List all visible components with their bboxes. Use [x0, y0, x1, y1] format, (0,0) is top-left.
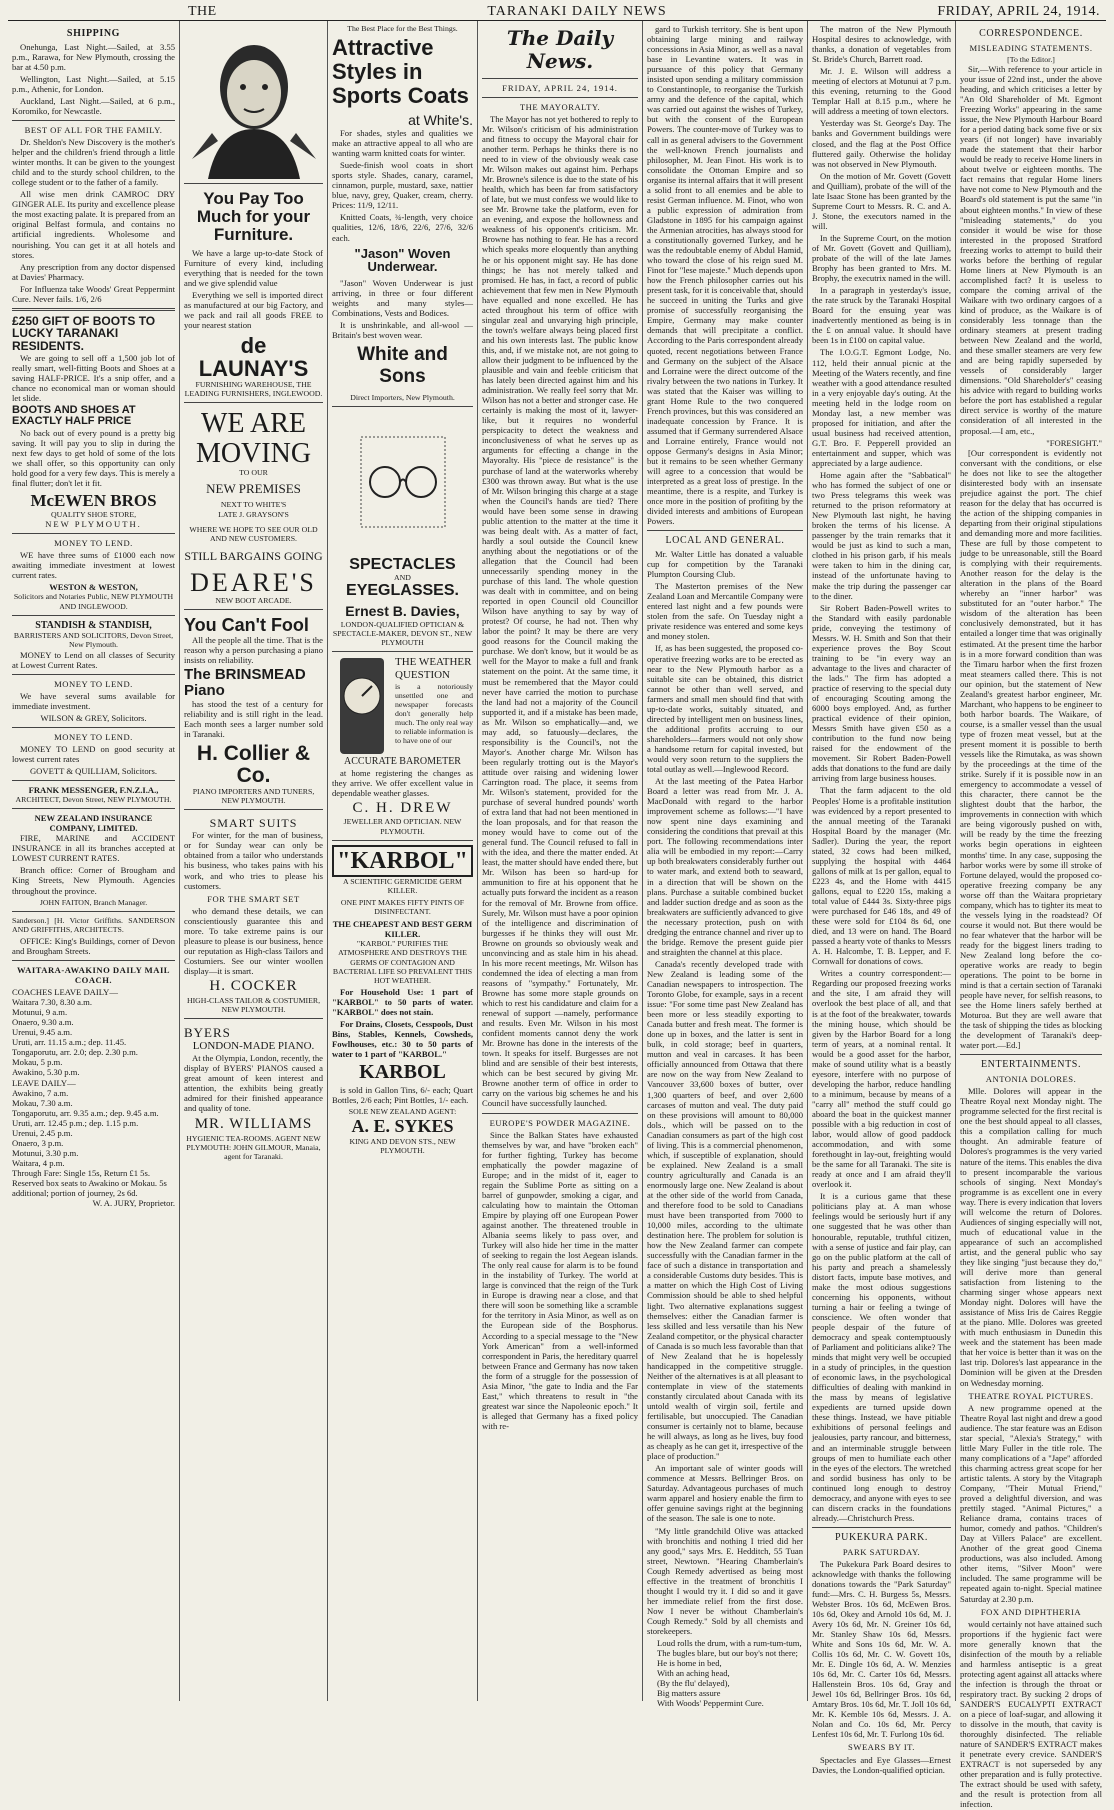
entertainments-heading: ENTERTAINMENTS. [980, 1059, 1082, 1071]
family-heading: BEST OF ALL FOR THE FAMILY. [24, 125, 163, 136]
family-text: Dr. Sheldon's New Discovery is the mother's helper and the children's friend through a little winter months. It can be given to the youngest child and to the sturdy school children, to the college student or to the father of a family. [12, 137, 175, 188]
launay-sub: FURNISHING WAREHOUSE, THE LEADING FURNISHERS, INGLEWOOD. [184, 380, 323, 403]
barometer-body: at home registering the changes as they arrive. We offer excellent value in dependable weather glasses. [332, 767, 473, 798]
knitted-text: Knitted Coats, ¾-length, very choice qualities, 12/6, 18/6, 22/6, 27/6, 32/6 each. [332, 212, 473, 243]
divider [12, 120, 175, 121]
local-item: The Masterton premises of the New Zealand Loan and Mercantile Company were entered last night and a few pounds were stolen from the safe. On Tuesday night a private residence was entered and some keys and money stolen. [647, 581, 803, 642]
karbol-agent: SOLE NEW ZEALAND AGENT: [348, 1106, 457, 1116]
fox-body: would certainly not have attained such proportions if the hygienic fact were more generally known that the disinfection of the mouth by a reliable and harmless antiseptic is a great protecting agent against all attacks where the infection is through the throat or respiratory tract. By sucking 2 drops of SANDER'S EUCALYPTI EXTRACT on a piece of loaf-sugar, and allowing it to dissolve in the mouth, that cavity is thoroughly disinfected. The reliable nature of SANDER'S EXTRACT makes it penetrate every crevice. SANDER'S EXTRACT is not superseded by any other preparation and is fully protective. The extract should be used with safety, and the result is protection from all infection. [960, 1618, 1102, 1810]
white-sons-name: White and Sons [357, 344, 448, 388]
branch-text: Branch office: Corner of Brougham and King Streets, New Plymouth. Agencies throughout the province. [12, 865, 175, 896]
moving-late: LATE J. GRAYSON'S [218, 509, 289, 519]
shipping-heading: SHIPPING [66, 28, 121, 39]
deare-sub: NEW BOOT ARCADE. [184, 596, 323, 610]
fool-body: All the people all the time. That is the reason why a person purchasing a piano insists on reliability. [184, 635, 323, 666]
coach-line: Through Fare: Single 15s, Return £1 5s. Reserved box seats to Awakino or Mokau. 5s additional; portion of journey, 2s 6d. [12, 1167, 167, 1199]
masthead-date: FRIDAY, APRIL 24, 1914. [937, 4, 1100, 19]
local-item: "My little grandchild Olive was attacked with bronchitis and nothing I tried did her any good," says Mrs. E. Hedditch, 55 Tuan street, Newtown. "Hearing Chamberlain's Cough Remedy advertised as being most effective in the treatment of bronchitis I thought I would try it. I did so and it gave her immediate relief from the first dose. Now I never be without Chamberlain's Cough Remedy." Sold by all chemists and storekeepers. [647, 1525, 803, 1636]
influenza-text: For Influenza take Woods' Great Peppermint Cure. Never fails. 1/6, 2/6 [12, 283, 175, 304]
wilson-name: WILSON & GREY, Solicitors. [40, 712, 147, 723]
europe-heading: EUROPE'S POWDER MAGAZINE. [489, 1117, 631, 1128]
shipping-item: Wellington, Last Night.—Sailed, at 5.15 p.m., Athenic, for London. [12, 73, 175, 94]
local-item: Writes a country correspondent:—Regarding our proposed freezing works and the site, I am afraid they will overlook the best place of all, and that is at the foot of the breakwater, towards the mining house, which should be given by the Harbor Board for a long term of years, at a nominal rental. It would be a good asset for the harbor, make of sound utility what is a beastly eyesore, interfere with no purpose of developing the harbor, reduce handling to a minimum, because by means of a "carry all" method the stuff could go aboard the boat in the quickest manner possible with a big reduction in cost of labor, would allow of good paddock accommodation, and with some forethought in lay-out, freighting would be the same for all Taranaki. The site is ready at once and I am afraid they'll overlook it. [812, 968, 951, 1190]
govett-name: GOVETT & QUILLIAM, Solicitors. [29, 765, 158, 776]
spectacles-icon [343, 427, 463, 537]
column-7 [956, 21, 1106, 1810]
coach-line: LEAVE DAILY— [12, 1077, 76, 1088]
poem-line: With an aching head, [657, 1668, 730, 1679]
local-item: Yesterday was St. George's Day. The banks and Government buildings were closed, and the flag at the Post Office fluttered gaily. Otherwise the holiday was not observed in New Plymouth. [812, 118, 951, 169]
karbol-cheapest: THE CHEAPEST AND BEST GERM KILLER. [332, 919, 473, 940]
column-5 [643, 21, 808, 1709]
europe-body: Since the Balkan States have exhausted themselves by war, and have "broken each" for further fighting, Turkey has become emphatically the powder magazine of Europe; and in the midst of it, eager to regain the Sublime Porte as sitting on a barrel of gunpowder, smoking a cigar, and calculating how to maintain the Ottoman Empire by playing off one European Power against another. The threatened trouble in Albania seems likely to pass over, and Turkey will also hide her time in the matter of seeking to regain the lost Aegean islands. The only real cause for alarm is to be found in the instability of Turkey. The world at large is convinced that the reign of the Turk in Europe is drawing near a close, and that there will soon be something like a scramble for the territory in Asia Minor, as well as on the European side of the Bosphorus. According to a special message to the "New York American" from a well-informed correspondent in Paris, the hereditary quarrel between France and Germany has now taken the form of a struggle for the possession of Asia Minor, "the gate to India and the Far East," which threatens to result in "the greatest war since the Napoleonic epoch." It is alleged that Germany has a fixed policy with re- [482, 1129, 638, 1431]
moving-headline: MOVING [195, 437, 312, 469]
correspondence-body: Sir,—With reference to your article in your issue of 22nd inst., under the above heading, and which criticises a letter by "An Old Shareholder of Mt. Egmont Freezing Works" appearing in the same issue, the New Plymouth Harbour Board for a period dating back some five or six years (if not longer) have invariably made the statement that their harbor would be ready to receive Home liners in about twelve or eighteen months. The fact remains that regular Home liners have not come to New Plymouth and the Board's old statement is put the same "in about eighteen months." In view of these "misleading statements," do you consider it would be wise for those interested in the proposed Stratford freezing works to attempt to build their works before the berthing of regular Home liners at New Plymouth is an accomplished fact? It is useless to compare the coming arrival of the Waikare with two ordinary cargoes of a kind of produce, as the Waikare is of considerably less tonnage than the ordinary steamers at present trading between New Zealand and the world, and these smaller steamers are very few and are being rapidly superseded by vessels of considerably larger dimensions. "Old Shareholder's" ceasing his advice with regard to building works before the port has established a regular direct service is worthy of the mature consideration of all interested in the proposal.—I am, etc., [960, 63, 1102, 436]
coach-line: Motunui, 9 a.m. [12, 1007, 68, 1018]
drew-name: C. H. DREW [352, 799, 453, 816]
karbol-pint: ONE PINT MAKES FIFTY PINTS OF DISINFECTANT. [340, 897, 465, 917]
coach-line: Urenui, 9.45 a.m. [12, 1027, 73, 1038]
lend-text: We have several sums available for immediate investment. [12, 690, 175, 711]
moving-premises: NEW PREMISES [206, 481, 301, 497]
boots2-text: No back out of every pound is a pretty big saving. It will pay you to slip in during the next few days to get hold of some of the lots we shall offer, so this opportunity can only hold good for a very few days. This is merely a final flutter; don't let it fit. [12, 427, 175, 489]
local-item: If, as has been suggested, the proposed co-operative freezing works are to be erected as near to the New Plymouth harbor as a suitable site can be obtained, this district cannot be other than well served, and farmers and small men should find that with up-to-date works, suitably situated, and directed by intelligent men on business lines, the additional profits accruing to our shareholders—farmers would not only show a handsome return for capital invested, but would very soon return to the suppliers the total outlay as well.—Inglewood Record. [647, 643, 803, 775]
divider [12, 615, 175, 616]
divider [960, 1054, 1102, 1055]
moving-we-are: WE ARE [201, 408, 306, 440]
whites-at: at White's. [408, 111, 473, 128]
lend2-heading: MONEY TO LEND. [54, 731, 133, 742]
weston-name: WESTON & WESTON, [49, 582, 138, 593]
column-3 [328, 21, 478, 1701]
pukekura-sub: PARK SATURDAY. [842, 1546, 921, 1557]
pukekura-heading: PUKEKURA PARK. [834, 1531, 929, 1543]
poem-line: Loud rolls the drum, with a rum-tum-tum, [657, 1638, 802, 1649]
coach-line: Mokau, 5 p.m. [12, 1057, 63, 1068]
divider [482, 97, 638, 98]
foresight-signature: "FORESIGHT." [1046, 437, 1102, 448]
divider [812, 1527, 951, 1528]
byers-heading: LONDON-MADE PIANO. [192, 1039, 315, 1052]
attractive-heading: Attractive Styles in Sports Coats [332, 35, 469, 109]
lend-heading: MONEY TO LEND. [54, 678, 133, 689]
local-item: Sir Robert Baden-Powell writes to the Standard with easily pardonable pride, conveying the testimony of Messrs. W. H. Smith and Son that their experience proves the Boy Scout training to be "in every way an advantage to the lives and character of the lads." The firm has adopted a practice of reserving to the special duty of encouraging Scouting among the 6000 boys employed. And, as further practical evidence of their opinion, Messrs Smith have given £50 as a contribution to the fund now being raised for the endowment of the movement. Sir Robert Baden-Powell adds that donations to the fund are daily arriving from large business houses. [812, 602, 951, 784]
divider [12, 533, 175, 534]
poem-line: With Woods' Peppermint Cure. [657, 1698, 764, 1709]
local-item: In the Supreme Court, on the motion of Mr. Govett (Govett and Quilliam), probate of the will of the late James Brophy has been granted to Mrs. M. Brophy, the executrix named in the will. [812, 232, 951, 284]
spectacles-illustration [332, 407, 473, 557]
suede-text: Suede-finish wool coats in short sports style. Shades, canary, caramel, cinnamon, purple, mustard, saxe, nattier blue, navy, grey, Quaker, cream, cherry. Prices: 11/9, 12/11. [332, 160, 473, 211]
column-1 [8, 21, 180, 1701]
divider [482, 78, 638, 79]
cocker-name: H. COCKER [209, 978, 298, 994]
coach-line: Onaero, 9.30 a.m. [12, 1017, 74, 1028]
karbol-sub: A SCIENTIFIC GERMICIDE GERM KILLER. [343, 876, 462, 895]
camroc-text: All wise men drink CAMROC DRY GINGER ALE. Its purity and excellence please the most exacting palate. It is prepared from an original Belfast formula, and contains no artificial ingredients. Wholesome and nourishing. You can get it at all hotels and stores. [12, 189, 175, 260]
local-item: Mr. J. E. Wilson will address a meeting of electors at Motunui at 7 p.m. this evening, returning to the Good Templar Hall at 8.15 p.m., where he will address a meeting of town electors. [812, 66, 951, 117]
standish-money: MONEY to Lend on all classes of Security at Lowest Current Rates. [12, 649, 175, 670]
mcewen-location: NEW PLYMOUTH. [45, 519, 142, 530]
local-item: That the farm adjacent to the old Peoples' Home is a profitable institution was evidenced by a report presented to the annual meeting of the Taranaki Hospital Board by the manager (Mr. Sadler). During the year, the report stated, 32 cows had been milked, supplying the hospital with 4464 gallons of milk at 1s per gallon, equal to £223 4s, and the Home with 4415 gallons, equal to £220 15s, making a total value of £444 3s. Sixty-three pigs were purchased for £46 18s, and 49 of these were sold for £104 8s 6d, one died, and 13 were on hand. The Board passed a hearty vote of thanks to Messrs A. H. Halcombe, T. B. Lepper, and F. Cornwall for donations of cows. [812, 785, 951, 967]
divider [647, 530, 803, 531]
coach-line: Uruti, arr. 12.45 p.m.; dep. 1.15 p.m. [12, 1117, 139, 1128]
deare-name: DEARE'S [190, 567, 317, 597]
masthead [8, 4, 1106, 21]
demand-heading: FOR THE SMART SET [207, 893, 300, 904]
coach-line: Urenui, 2.45 p.m. [12, 1127, 73, 1138]
divider [12, 911, 175, 912]
karbol-name: KARBOL [359, 1061, 446, 1084]
moving-next-to: NEXT TO WHITE'S [220, 500, 287, 510]
local-item: An important sale of winter goods will commence at Messrs. Bellringer Bros. on Saturday. Advantageous purchases of much warm apparel and hosiery enable the firm to offer genuine savings right at the beginning of the season. The sale is one to note. [647, 1463, 803, 1524]
boots-heading: £250 GIFT OF BOOTS TO LUCKY TARANAKI RESIDENTS. [12, 313, 156, 353]
divider [12, 780, 175, 781]
local-items-continued [812, 24, 951, 1523]
divider [12, 727, 175, 728]
standish-name: STANDISH & STANDISH, [35, 619, 152, 631]
local-heading: LOCAL AND GENERAL. [665, 535, 785, 547]
furniture-heading: You Pay Too Much for your Furniture. [196, 189, 311, 244]
coach-timetable [12, 987, 175, 1198]
davies-sub: LONDON-QUALIFIED OPTICIAN & SPECTACLE-MAKER, DEVON ST., NEW PLYMOUTH [332, 620, 473, 652]
standish-sub: BARRISTERS AND SOLICITORS, Devon Street, New Plymouth. [13, 631, 174, 650]
coach-line: Motunui, 3.30 p.m. [12, 1147, 79, 1158]
karbol-heading: "KARBOL" [332, 845, 473, 877]
office-text: OFFICE: King's Buildings, corner of Devon and Brougham Streets. [12, 935, 175, 956]
prescription-text: Any prescription from any doctor dispensed at Davies' Pharmacy. [12, 261, 175, 282]
coach-line: Tongaporutu, arr. 9.35 a.m.; dep. 9.45 a.m. [12, 1107, 159, 1118]
coach-line: Uruti, arr. 11.15 a.m.; dep. 11.45. [12, 1037, 127, 1048]
pukekura-body: The Pukekura Park Board desires to acknowledge with thanks the following donations towards the "Park Saturday" fund:—Mrs. C. H. Burgess 5s, Messrs. Webster Bros. 10s 6d, McEwen Bros. 10s 6d, Okey and Arnold 10s 6d, M. J. Avery 10s 6d, Mr. N. Greiner 10s 6d, Mr. Stanley Shaw 10s 6d, Messrs. White and Sons 10s 6d, Mr. W. A. Collis 10s 6d, Mr. C. W. Govett 10s, Mr. E. Dingle 10s 6d, A. W. Menzies 10s 6d, Mr. C. Carter 10s 6d, Messrs. Hallenstein Bros. 10s 6d, Gray and Jewel 10s 6d, Bellringer Bros. 10s 6d, Amtary Bros. 10s 6d, Mr. T. Joll 10s 6d, Mr. K. Kemble 10s 6d, Messrs. J. A. Nolan and Co. 10s 6d, Mr. Percy Lenfest 10s 6d, Mr. T. Furlong 10s 6d. [812, 1558, 951, 1740]
local-item: In a paragraph in yesterday's issue, the rate struck by the Taranaki Hospital Board for the ensuing year was inadvertently mentioned as being is in the £ on annual value. It should have been 1s in £100 on capital value. [812, 285, 951, 346]
to-editor: [To the Editor.] [1007, 54, 1055, 64]
byers-body: At the Olympia, London, recently, the display of BYERS' PIANOS caused a great amount of keen interest and attention, the exhibits being greatly admired for their finished appearance and quality of tone. [184, 1052, 323, 1114]
weston-sub: Solicitors and Notaries Public, NEW PLYMOUTH AND INGLEWOOD. [13, 592, 174, 611]
moving-customers: WHERE WE HOPE TO SEE OUR OLD AND NEW CUSTOMERS. [189, 524, 318, 543]
fire-text: FIRE, MARINE and ACCIDENT INSURANCE in all its branches accepted at LOWEST CURRENT RATES. [12, 833, 175, 864]
karbol-drains: For Drains, Closets, Cesspools, Dust Bins, Stables, Kennels, Cowsheds, Fowlhouses, etc.: 30 to 50 parts of water to 1 part of "KARBOL." [332, 1018, 473, 1060]
columns [8, 21, 1106, 1810]
shades-text: For shades, styles and qualities we make an attractive appeal to all who are wanting warm knitted coats for winter. [332, 128, 473, 159]
column-6 [808, 21, 956, 1775]
jason-body-2: It is unshrinkable, and all-wool —Britain's best woven wear. [332, 320, 473, 341]
coach-line: Waitara 7.30, 8.30 a.m. [12, 997, 92, 1008]
local-item: The matron of the New Plymouth Hospital desires to acknowledge, with thanks, a donation of vegetables from St. Bride's Church, Barrett road. [812, 24, 951, 65]
coach-line: Waitara, 4 p.m. [12, 1157, 65, 1168]
divider [12, 308, 175, 311]
suits-body: For winter, for the man of business, or for Sunday wear can only be obtained from a tailor who understands his business, who takes pains with his work, and who tries to please his customers. [184, 830, 323, 891]
barometer-heading: ACCURATE BAROMETER [344, 756, 461, 768]
cocker-sub: HIGH-CLASS TAILOR & COSTUMIER, NEW PLYMOUTH. [184, 996, 323, 1019]
fox-heading: FOX AND DIPHTHERIA [980, 1606, 1082, 1617]
daily-news-nameplate: The Daily News. [506, 26, 614, 74]
brinsmead-heading: The BRINSMEAD Piano [184, 666, 306, 700]
collier-sub: PIANO IMPORTERS AND TUNERS, NEW PLYMOUTH. [184, 787, 323, 810]
drew-sub: JEWELLER AND OPTICIAN. NEW PLYMOUTH. [332, 817, 473, 840]
williams-sub: HYGIENIC TEA-ROOMS. AGENT NEW PLYMOUTH: JOHN GILMOUR, Manaia, agent for Taranaki. [186, 1133, 321, 1161]
divider [12, 808, 175, 809]
eyeglasses-heading: EYEGLASSES. [346, 581, 459, 599]
coach-line: Onaero, 3 p.m. [12, 1137, 64, 1148]
barometer-icon [332, 656, 392, 756]
brinsmead-body: has stood the test of a century for reliability and is still right in the lead. Each month sees a larger number sold in Taranaki. [184, 698, 323, 739]
masthead-left: THE [188, 4, 217, 19]
coach-line: COACHES LEAVE DAILY— [12, 987, 118, 998]
boots2-heading: BOOTS AND SHOES AT EXACTLY HALF PRICE [12, 403, 136, 428]
moving-bargains: STILL BARGAINS GOING [184, 548, 323, 563]
local-item: Home again after the "Sabbatical" who has formed the subject of one or two Press telegrams this week was returned to the prison reformatory at New Plymouth last night, he having broken the terms of his license. A passenger by the train remarks that it would be just as kind to such a man, clothed in his prison garb, if his meals were taken to him in the dining car, instead of the unfortunate having to make the trip during the passenger car to the diner. [812, 470, 951, 601]
local-item: It is a curious game that these politicians play at. A man whose feelings would be seriously hurt if any one suggested that he was other than honourable, reputable, truthful citizen, with a sense of justice and fair play, can go on the public platform at the call of his party and preach a shamelessly distort facts, impute base motives, and make the most odious suggestions concerning his opponents, without turning a hair or feeling a twinge of conscience. We often wonder that people despair of the future of democracy and speak contemptuously of Parliament and politicians alike? The minds that might very well be occupied in a study of principles, in the question of economic laws, in the psychological difficulties of dealing with mankind in the mass by means of legislative expedients are turned upside down these things. Instead, we have pitiable exhibitions of personal feelings and jealousies, party rancour, and bitterness, and an interminable struggle between groups of men to humiliate each other in the eyes of the electors. The wretched and sordid business has only to be continued long enough to destroy democracy, and anyone with eyes to see can discern cracks in the foundations already.—Christchurch Press. [812, 1191, 951, 1523]
white-sons-sub: Direct Importers, New Plymouth. [332, 393, 473, 407]
shipping-item: Auckland, Last Night.—Sailed, at 6 p.m., Koromiko, for Newcastle. [12, 95, 175, 116]
collier-name: H. Collier & Co. [196, 742, 311, 788]
local-item: The I.O.G.T. Egmont Lodge, No. 112, held their annual picnic at the Meeting of the Waters recently, and fine weather with a good attendance resulted in a very enjoyable day's outing. At the meeting held in the lodge room on Monday last, a new member was proposed for initiation, and after the usual business had received attention, G.T. Bro. F. Pepperell provided an entertainment and supper, which was appreciated by a large audience. [812, 347, 951, 468]
dolores-heading: ANTONIA DOLORES. [985, 1074, 1077, 1085]
spectacles-notice: Spectacles and Eye Glasses—Ernest Davies, the London-qualified optician. [812, 1754, 951, 1775]
theatre-body: A new programme opened at the Theatre Royal last night and drew a good audience. The star feature was an Edison star special, "Alexia's Strategy," with little Mary Fuller in the title role. The many complications of a "Jape" afforded this charming actress great scope for her artistic talents. A story by the Vitagraph Company, "Their Mutual Friend," proved a delightful diversion, and was prettily staged. "Animal Pictures," a Reliance drama, contains traces of humor, comedy and pathos. "Children's Day at Villers Palace" are excellent. Another of the great good Cinema productions, was also included. Among other items, "Silver Moon" were included. The same programme will be repeated again to-night. Special matinee Saturday at 2.30 p.m. [960, 1402, 1102, 1604]
mcewen-sub: QUALITY SHOE STORE, [50, 510, 137, 520]
poem-line: The bugles blare, but our boy's not there; [657, 1648, 798, 1659]
suits-heading: SMART SUITS [209, 816, 298, 831]
faiton-name: JOHN FAITON, Branch Manager. [39, 897, 148, 907]
lend2-text: MONEY TO LEND on good security at lowest current rates [12, 743, 175, 764]
spectacles-heading: SPECTACLES [349, 555, 456, 573]
local-item: Canada's recently developed trade with New Zealand is leading some of the Canadian newspapers to introspection. The Toronto Globe, for example, says in a recent issue: "For some time past New Zealand has been more or less steadily exporting to Canada butter and fresh meat. The former is done up in boxes, and the latter is sent in bulk, in cold storage; beef in quarters, mutton and veal in carcases. It has been officially announced from Ottawa that there are now on the way from New Zealand to Vancouver 33,600 boxes of butter, over 1,300 quarters of beef, and over 2,600 carcases of mutton and veal. The duty paid on these provisions will amount to 80,000 dols., which will be passed on to the Canadian consumers as part of the high cost of living. This is a commercial phenomenon, which, if susceptible of explanation, should be explained. New Zealand is a small country agriculturally and Canada is an enormously large one. New Zealand is about at the other side of the world from Canada, and therefore food to be sold to Canadians must have been transported from 7000 to 10,000 miles, according to the ultimate destination here. The problem for solution is how the New Zealand farmer can compete successfully with the Canadian farmer in the face of such a distance in transportation and a considerable Customs duty besides. This is a matter on which the High Cost of Living Commission should be able to shed helpful light. Two alternative explanations suggest themselves: either the Canadian farmer is less skilled and less versatile than his New Zealand competitor, or the physical character of Canada is so much less favorable than that of New Zealand that he is hopelessly handicapped in the competitive struggle. Neither of the alternatives is at all pleasant to contemplate in view of the statements constantly circulated about Canada with its untold wealth of virgin soil, fertile and fertilisable, but unoccupied. The Canadian consumer is certainly not to blame, because he will always, as long as he lives, buy food as cheaply as he can get it, irrespective of the place of production." [647, 958, 803, 1462]
whites-tagline: The Best Place for the Best Things. [347, 24, 458, 33]
correspondence-heading: CORRESPONDENCE. [979, 28, 1083, 39]
spectacles-and: AND [394, 573, 411, 583]
williams-name: MR. WILLIAMS [194, 1116, 313, 1133]
insurance-name: NEW ZEALAND INSURANCE COMPANY, LIMITED. [34, 813, 153, 834]
jason-heading: "Jason" Woven Underwear. [354, 245, 451, 275]
furniture-body-2: Everything we sell is imported direct as manufactured at our big Factory, and we pack and rail all goods FREE to your nearest station [184, 289, 323, 330]
woods-poem [647, 1638, 803, 1708]
poem-line: He is home in bed, [657, 1658, 722, 1669]
boots-text: We are going to sell off a 1,500 job lot of really smart, well-fitting Boots and Shoes at a saving HALF-PRICE. It's a snip offer, and a chance no economical man or woman should let slide. [12, 352, 175, 403]
local-item: At the last meeting of the Patea Harbor Board a letter was read from Mr. J. A. MacDonald with regard to the harbor improvement scheme as follows:—"I have now spent nine days examining and considering the conditions that prevail at this port. The following recommendations inter alia will be embodied in my report:—Carry up both breakwaters considerably further out to water mark, and extend both to seaward, in a direction that will be shown on the plans. Purchase a suitable combined bucket and ladder suction dredge and as soon as the breakwaters are sufficiently advanced to give the necessary protection, push on with dredging the entrance channel and river up to the bridge. Remove the present guide pier and straighten the channel at this place. [647, 776, 803, 957]
coach-line: Mokau, 7.30 a.m. [12, 1097, 73, 1108]
weather-heading: THE WEATHER QUESTION [395, 656, 472, 681]
coach-line: Tongaporutu, arr. 2.0; dep. 2.30 p.m. [12, 1047, 138, 1058]
poem-line: (By the flu' delayed), [657, 1678, 730, 1689]
theatre-heading: THEATRE ROYAL PICTURES. [968, 1390, 1094, 1401]
man-portrait-illustration [184, 24, 323, 184]
sykes-name: A. E. SYKES [351, 1115, 454, 1136]
mayoralty-body: The Mayor has not yet bothered to reply to Mr. Wilson's criticism of his administration and fitness to occupy the Mayoral chair for another term. Perhaps he thinks there is no need to in view of the obviously weak case Mr. Wilson makes out against him. Perhaps Mr. Browne's silence is due to the state of his health, which has been far from satisfactory of late, but we must confess we would like to see Mr. Browne take the platform, even for an evening, and expose the hollowness and weakness of his opponent's criticism. Mr. Browne has nothing to fear. He has a record which speaks more eloquently than anything he or his opponent might say. He has done things; he has not merely talked and promised. He has, in fact, a record of public achievement that few men in New Plymouth have equalled and none excelled. He has acted throughout his term of office with singular zeal and unvarying high principle, the town's welfare always being placed first and his own interests last. The public know this, and, if we mistake not, are not going to allow their judgment to be influenced by the plausible and vain and feeble criticism that has lately been directed against him and his administration. We really feel sorry that Mr. Wilson has not a better and stronger case. He certainly is making the most of it, lawyer-like, but it requires no wonderful perspicacity to detect the weakness and inconclusiveness of what he serves up as arguments for effecting a change in the Mayoralty. His "piece de resistance" is the purchase of land at the waterworks whereby £300 was thrown away. But what is the use of Mr. Wilson bringing this charge at a stage when the Council's hands are tied? There would have been some sense in drawing public attention to the matter at the time it was being dealt with. As a matter of fact, hardly a soul outside the Council knew anything about the negotiations or of the allegation that the Council had been unnecessarily spending money in the purchase of this land. The whole question was dealt with in committee, and on being reported in open Council old Councillor Wilson have anything to say by way of protest? Of course, he had not. Then why labor the point? It may be there are very good reasons for the Council making the purchase. We don't know, but it would be as well for the Mayor to make a full and frank statement on the point. At the same time, it must be remembered that the Mayor could never have carried the motion to purchase the land had not a majority of the Council supported it, and if a mistake has been made, as Mr. Wilson so emphatically—and, we may add, so fatuously—declares, the responsibility is the Council's, not the Mayor's. Another charge Mr. Wilson has been regularly trotting out is the Mayor's attitude over raising and widening lower Carrington road. The place, it seems from Mr. Wilson's statement, provided for the purchase of several hundred pounds' worth of extra land that had not been mentioned in the loan proposals, and for that reason the money would have to come out of the general fund. The Council refused to fall in with the idea, and there the matter ended. At least, the matter should have ended there, but Mr. Wilson has been so hard-up for ammunition to fire at his opponent that he actually puts forward the incident as a reason for the removal of Mr. Browne from office. Surely, Mr. Wilson must have a poor opinion of the intelligence and discrimination of burgesses if he thinks they will oust Mr. Browne on grounds so obviously weak and unconvincing and as stale him in his ahead. In his more recent meetings, Mr. Wilson has condemned the idea of electing a man from reasons of "sympathy." Fortunately, Mr. Browne has some more staple grounds on which to rest his candidature and claim for a renewal of support —namely, performance and results. Even Mr. Wilson in his most confident moments cannot deny the work Mr. Browne has done in the interests of the town. It speaks for itself. Burgesses are not blind and are sensible of their best interests, which can be best secured by giving Mr. Browne another term of office in order to carry on the various big schemes he and his Council have successfully launched. [482, 113, 638, 1109]
money-text: WE have three sums of £1000 each now awaiting immediate investment at lowest current rates. [12, 550, 175, 581]
local-item: On the motion of Mr. Govett (Govett and Quilliam), probate of the will of the late Isaac Stone has been granted by the Supreme Court to Messrs. R. C. and A. J. Stone, the executors named in the will. [812, 170, 951, 231]
divider [12, 960, 175, 961]
sykes-sub: KING AND DEVON STS., NEW PLYMOUTH. [349, 1136, 456, 1155]
column-4 [478, 21, 643, 1701]
swears-heading: SWEARS BY IT. [848, 1742, 915, 1753]
misleading-heading: MISLEADING STATEMENTS. [969, 42, 1093, 53]
editor-note: [Our correspondent is evidently not conversant with the conditions, or else he does not like to see the altogether disinterested body with an insensate prejudice against the port. The chief reason for the delay that has occurred is the action of the shipping companies in departing from their original stipulations and demanding more and more facilities. These are full by those competent to judge to be unreasonable, still the Board is complying with their requirements. Another reason for the delay is the alteration in the plans of the Board whereby an "inner harbor" was substituted for an "outer harbor." The wisdom of the alteration has been conclusively demonstrated, but it has entailed a longer time that was originally estimated. At the present time the harbor is in a more forward condition than was the Timaru harbor when the first frozen meat steamers called there. This is not our opinion, but the statement of New Zealand's greatest harbor engineer, Mr. Marchant, who happens to be engineer to both harbor boards. The Waikare, of course, is a smaller vessel than the usual type of frozen meat vessel, but at the present moment it is possible to berth vessels like the Rimutaka, as was shown by the proceedings at the time of the strike. Surely if it is possible now in an emergency to accommodate a vessel of this character, there cannot be the slightest doubt that the harbor, the improvements in connection with which are being vigorously pushed on with, will be ready by the time the freezing works begin operations in eighteen months' time. In any case, supposing the harbor works were by some ill stroke of Fortune delayed, would the proposed co-operative freezing company be any worse off than the Waitara proprietary company, which has to tighter its meat to the vessels lying in the roadstead? Of course it would not. But there would be no fear whatever that the harbor will be ready for the biggest liners trading to New Zealand long before the co-operative works are ready to begin operations. The point to be borne in mind is that a certain section of Taranaki people have never, for selfish reasons, to see the Home liners safely berthed at Moturoa. But they are well aware that the task of shipping the tides as blocking the development of Taranaki's deep-water port.—Ed.] [960, 447, 1102, 1051]
coach-line: Awakino, 7 a.m. [12, 1087, 69, 1098]
editorial-date: FRIDAY, APRIL 24, 1914. [502, 82, 618, 93]
masthead-title: TARANAKI DAILY NEWS [487, 4, 667, 19]
jury-name: W. A. JURY, Proprietor. [92, 1198, 175, 1209]
sanderson-text: Sanderson.] [H. Victor Griffiths. SANDERSON AND GRIFFITHS, ARCHITECTS. [12, 915, 175, 934]
europe-continued: gard to Turkish territory. She is bent upon obtaining large mining and railway concessions in Asia Minor, as well as a naval base in Levantine waters. It was in pursuance of this policy that Germany insisted upon sending a military commission to Constantinople, to reorganise the Turkish army and the defence of the capital, which was carried out against the wishes of Turkey, but with the consent of the European Powers. The counter-move of Turkey was to call in as general advisers to the Government the well-known French journalists and philosopher, M. Jean Finot. His work is to consolidate the Ottoman Empire and so organise its internal affairs that it will present a solid front to all enemies and be able to resist German influence. M. Finot, who won a public expression of admiration from Gladstone in 1895 for his campaign against the Armenian atrocities, has always stood for a constitutionally governed Turkey, and he was the redoubtable enemy of Abdul Hamid, who toward the close of his reign sued M. Finot for "lese majeste." Much depends upon how the French philosopher carries out his present task, for it is conceivable that, should he succeed in uniting the Turks and give promise of successfully reorganising the Empire, Germany may make counter demands that will precipitate a conflict. According to the Paris correspondent already quoted, recent negotiations between France and Germany on the subject of the Alsace and Lorraine were the direct outcome of the rivalry between the two nations in Turkey. It was stated that the Kaiser was willing to grant Home Rule to the two conquered French provinces, but this was considered an inadequate concession by France. It is assumed that if Germany surrendered Alsace and Lorraine entirely, France would not oppose Germany's designs in Asia Minor; but it remains to be seen whether Germany will agree to a concession that would be interpreted as a great loss of prestige. In the meantime, there is a respite, and Turkey is once more in the position of profiting by the divided interests and ambitions of European Powers. [647, 24, 804, 527]
launay-name: de LAUNAY'S [198, 332, 309, 381]
karbol-sold: is sold in Gallon Tins, 6/- each; Quart Bottles, 2/6 each; Pint Bottles, 1/- each. [332, 1084, 473, 1105]
divider [482, 1113, 638, 1114]
dolores-body: Mlle. Dolores will appear in the Theatre Royal next Monday night. The programme selected for the first recital is one the best should appeal to all classes, this a compilation calling for much thought. An admirable feature of Dolores's programmes is the very varied nature of the items. This enables the diva to present incomparable the various schools of singing. Next Monday's programme is as excellent one in every way. There is every indication that lovers will welcome the return of Dolores. Audiences of singing especially will not, much of educational value in the appearance of such an accomplished artist, and the general public who say they like singing "just because they do," will derive more than general satisfaction from listening to the charming singer whose appears next Monday night. Dolores will have the assistance of Miss Iris de Caires Reggie at the piano. Mlle. Dolores was greeted with much enthusiasm in Dunedin this week and the statement has been made that her voice is better than it was on the last trip. Dolores's last appearance in the Dominion will be given at the Dresden on Wednesday morning. [960, 1086, 1102, 1388]
weather-ad [332, 656, 473, 756]
demand-body: who demand these details, we can conscientiously guarantee this and more. To take extreme pains is our pleasure to please is our business, hence our reputation as High-class Tailors and Costumiers. See our winter woollen display—it is smart. [184, 905, 323, 976]
messenger-sub: ARCHITECT, Devon Street, NEW PLYMOUTH. [15, 795, 172, 805]
karbol-body: "KARBOL" PURIFIES THE ATMOSPHERE AND DESTROYS THE GERMS OF CONTAGION AND BACTERIAL LIFE SO PREVALENT THIS HOT WEATHER. [332, 939, 473, 985]
shipping-item: Onehunga, Last Night.—Sailed, at 3.55 p.m., Rarawa, for New Plymouth, crossing the bar at 4.50 p.m. [12, 41, 175, 72]
furniture-body: We have a large up-to-date Stock of Furniture of every kind, including everything that is needed for the town and we give splendid value [184, 247, 323, 288]
mcewen-name: McEWEN BROS [30, 491, 157, 511]
column-2 [180, 21, 328, 1701]
coach-line: Awakino, 5.30 p.m. [12, 1067, 80, 1078]
poem-line: Big matters assure [657, 1688, 721, 1699]
local-item: Mr. Walter Little has donated a valuable cup for competition by the Taranaki Plumpton Coursing Club. [647, 549, 803, 580]
mayoralty-heading: THE MAYORALTY. [519, 101, 601, 112]
davies-name: Ernest B. Davies, [345, 603, 460, 620]
divider [12, 674, 175, 675]
jason-body: "Jason" Woven Underwear is just arriving, in three or four different weights and many styles—Combinations, Vests and Bodices. [332, 277, 473, 318]
messenger-name: FRANK MESSENGER, F.N.Z.I.A., [28, 785, 159, 796]
money-heading: MONEY TO LEND. [54, 538, 133, 549]
fool-heading: You Can't Fool [184, 615, 309, 636]
moving-to-our: TO OUR [239, 468, 268, 478]
byers-name: BYERS [184, 1024, 231, 1040]
local-items [647, 549, 803, 1636]
coach-heading: WAITARA-AWAKINO DAILY MAIL COACH. [16, 964, 171, 986]
man-portrait-icon [188, 29, 320, 179]
karbol-household: For Household Use: 1 part of "KARBOL" to 50 parts of water. "KARBOL" does not stain. [332, 986, 473, 1017]
weather-body: is a notoriously unsettled one and newspaper forecasts don't generally help much. The only real way to reliable information is to have one of our [395, 681, 473, 746]
